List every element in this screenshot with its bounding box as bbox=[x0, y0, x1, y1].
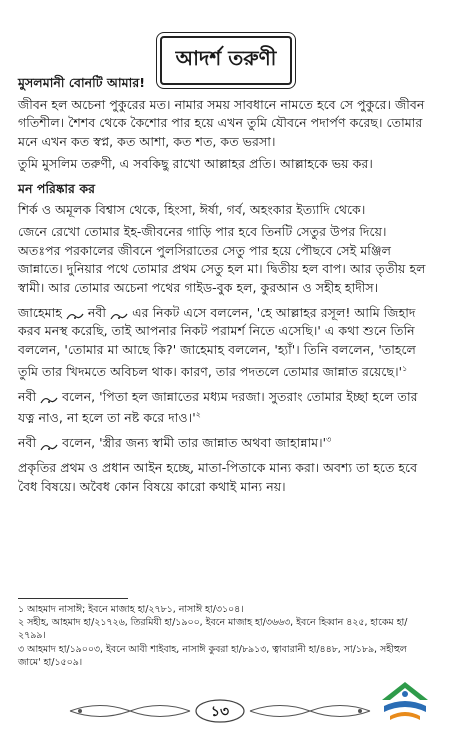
hadith-text: এর নিকট এসে বললেন, 'হে আল্লাহর রসূল! আমি জিহাদ করব মনস্থ করেছি, তাই আপনার নিকট পরামর্শ নিতে এসেছি।' এ কথা শুনে তিনি বললেন, 'তোমার মা আছে কি?' জাহেমাহ বললেন, 'হ্যাঁ'। তিনি বললেন, 'তাহলে তুমি তার খিদমতে অবিচল থাক। কারণ, তার পদতলে তোমার জান্নাত রয়েছে।' bbox=[18, 304, 416, 380]
hadith-paragraph bbox=[18, 388, 432, 429]
hadith-name: জাহেমাহ bbox=[18, 304, 62, 320]
section-heading: মন পরিষ্কার কর bbox=[18, 180, 96, 196]
footnotes bbox=[18, 603, 432, 669]
salutation-glyph-icon bbox=[66, 308, 84, 318]
salutation-glyph-icon bbox=[110, 308, 128, 318]
hadith-prophet: নবী bbox=[87, 304, 107, 320]
body-text bbox=[18, 74, 432, 500]
hadith-prophet: নবী bbox=[18, 388, 37, 404]
footnote: ৩ আহমাদ হা/১৯০০৩, ইবনে আবী শাইবাহ, নাসাঈ কুবরা হা/৮৯১৩, ত্বাবারানী হা/৪৪৮, সা/১৮৯, সহীহুল জামে' হা/১৫০৯। bbox=[18, 643, 407, 668]
hadith-prophet: নবী bbox=[18, 435, 37, 451]
hadith-text: বলেন, 'পিতা হল জান্নাতের মধ্যম দরজা। সুতরাং তোমার ইচ্ছা হলে তার যত্ন নাও, না হলে তা নষ্ট করে দাও।' bbox=[18, 388, 418, 426]
salutation-glyph-icon bbox=[40, 439, 58, 449]
footnote-ref: ১ bbox=[402, 363, 408, 373]
paragraph: প্রকৃতির প্রথম ও প্রধান আইন হচ্ছে, মাতা-পিতাকে মান্য করা। অবশ্য তা হতে হবে বৈধ বিষয়ে। অবৈধ কোন বিষয়ে কারো কথাই মান্য নয়। bbox=[18, 460, 418, 494]
paragraph: তুমি মুসলিম তরুণী, এ সবকিছু রাখো আল্লাহর প্রতি। আল্লাহকে ভয় কর। bbox=[18, 155, 373, 171]
footnote-divider bbox=[18, 598, 128, 599]
publisher-logo-icon bbox=[376, 678, 434, 724]
salutation-glyph-icon bbox=[40, 392, 58, 402]
chapter-title: আদর্শ তরুণী bbox=[160, 36, 293, 85]
footnote: ১ আহমাদ নাসাঈ; ইবনে মাজাহ হা/২৭৮১, নাসাঈ হা/৩১০৪। bbox=[18, 604, 244, 615]
page-number: ১৩ bbox=[210, 704, 230, 720]
footnote-ref: ৩ bbox=[326, 435, 332, 445]
paragraph: মুসলমানী বোনটি আমার! bbox=[18, 75, 145, 90]
hadith-paragraph bbox=[18, 431, 432, 453]
footnote: ২ সহীহ, আহমাদ হা/২১৭২৬, তিরমিযী হা/১৯০০, ইবনে মাজাহ হা/৩৬৬৩, ইবনে হিব্বান ৪২৫, হাকেম হা/২৭৯৯। bbox=[18, 617, 408, 642]
footnote-ref: ২ bbox=[195, 410, 201, 420]
hadith-paragraph bbox=[18, 304, 432, 382]
paragraph: শির্ক ও অমূলক বিশ্বাস থেকে, হিংসা, ঈর্ষা, গর্ব, অহংকার ইত্যাদি থেকে। bbox=[18, 202, 366, 218]
paragraph: জেনে রেখো তোমার ইহ-জীবনের গাড়ি পার হবে তিনটি সেতুর উপর দিয়ে। অতঃপর পরকালের জীবনে পুলসিরাতের সেতু পার হয়ে পৌছবে সেই মঞ্জিল জান্নাতে। দুনিয়ার পথে তোমার প্রথম সেতু হল মা। দ্বিতীয় হল বাপ। আর তৃতীয় হল স্বামী। আর তোমার অচেনা পথের গাইড-বুক হল, কুরআন ও সহীহ হাদীস। bbox=[18, 223, 426, 296]
paragraph: জীবন হল অচেনা পুকুরের মত। নামার সময় সাবধানে নামতে হবে সে পুকুরে। জীবন গতিশীল। শৈশব থেকে কৈশোর পার হয়ে এখন তুমি যৌবনে পদার্পণ করেছ। তোমার মনে এখন কত স্বপ্ন, কত আশা, কত শত, কত ভরসা। bbox=[18, 96, 425, 150]
hadith-text: বলেন, 'স্ত্রীর জন্য স্বামী তার জান্নাত অথবা জাহান্নাম।' bbox=[62, 435, 327, 451]
